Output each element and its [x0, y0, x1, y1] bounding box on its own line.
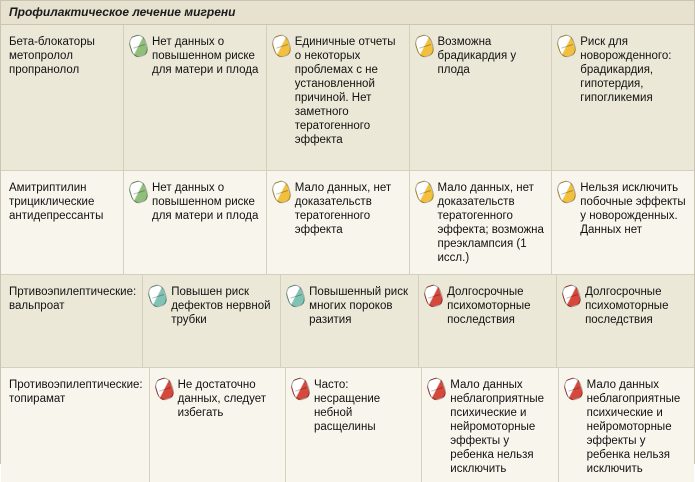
pill-icon	[153, 376, 176, 402]
risk-text: Долгосрочные психомоторные последствия	[585, 286, 669, 326]
table-title: Профилактическое лечение мигрени	[1, 1, 694, 25]
risk-text: Нельзя исключить побочные эффекты у новорожденных. Данных нет	[580, 182, 686, 236]
pill-icon	[146, 283, 169, 309]
pill-icon	[555, 179, 578, 205]
risk-text: Часто: несращение небной расщелины	[313, 379, 381, 433]
risk-cell	[286, 368, 422, 482]
risk-cell	[281, 275, 419, 367]
pill-icon	[127, 33, 150, 59]
risk-cell	[410, 171, 553, 274]
pill-icon	[289, 376, 312, 402]
pill-icon	[413, 179, 436, 205]
risk-text: Долгосрочные психомоторные последствия	[447, 286, 531, 326]
pill-icon	[555, 33, 578, 59]
pill-icon	[270, 179, 293, 205]
table-row	[1, 275, 694, 368]
pill-icon	[562, 376, 585, 402]
risk-text: Риск для новорожденного: брадикардия, гипотердия, гипогликемия	[580, 36, 672, 104]
risk-text: Единичные отчеты о некоторых проблемах с не установленной причиной. Нет заметного тератогенного эффекта	[294, 36, 396, 146]
pill-icon	[413, 33, 436, 59]
table-body	[1, 25, 694, 482]
drug-name-cell: Пртивоэпилептические: вальпроат	[1, 275, 143, 367]
risk-cell	[552, 171, 694, 274]
risk-text: Нет данных о повышенном риске для матери и плода	[152, 36, 259, 76]
risk-cell	[559, 368, 694, 482]
drug-name-cell: Бета-блокаторы метопролол пропранолол	[1, 25, 124, 170]
risk-text: Повышен риск дефектов нервной трубки	[171, 286, 271, 326]
drug-name-cell: Амитриптилин трициклические антидепрессанты	[1, 171, 124, 274]
risk-cell	[552, 25, 694, 170]
pill-icon	[284, 283, 307, 309]
risk-cell	[419, 275, 557, 367]
risk-text: Мало данных неблагоприятные психические и нейромоторные эффекты у ребенка нельзя исключить	[586, 379, 681, 475]
risk-text: Не достаточно данных, следует избегать	[177, 379, 267, 419]
risk-cell	[557, 275, 694, 367]
table-row	[1, 171, 694, 275]
risk-text: Мало данных, нет доказательств тератогенного эффекта	[294, 182, 392, 236]
table-row	[1, 368, 694, 482]
risk-text: Повышенный риск многих пороков разития	[309, 286, 409, 326]
risk-text: Мало данных неблагоприятные психические и нейромоторные эффекты у ребенка нельзя исключить	[450, 379, 544, 475]
risk-cell	[143, 275, 281, 367]
risk-cell	[410, 25, 553, 170]
pill-icon	[270, 33, 293, 59]
risk-cell	[124, 25, 267, 170]
risk-text: Мало данных, нет доказательств тератогенного эффекта; возможна преэклампсия (1 иссл.)	[437, 182, 544, 264]
risk-cell	[267, 171, 410, 274]
risk-cell	[150, 368, 286, 482]
drug-name-cell: Противоэпилептические: топирамат	[1, 368, 150, 482]
pill-icon	[127, 179, 150, 205]
pill-icon	[422, 283, 445, 309]
risk-text: Возможна брадикардия у плода	[437, 36, 517, 76]
pill-icon	[560, 283, 583, 309]
risk-text: Нет данных о повышенном риске для матери и плода	[152, 182, 259, 222]
risk-cell	[124, 171, 267, 274]
table-row	[1, 25, 694, 171]
risk-cell	[267, 25, 410, 170]
pill-icon	[425, 376, 448, 402]
risk-cell	[422, 368, 558, 482]
